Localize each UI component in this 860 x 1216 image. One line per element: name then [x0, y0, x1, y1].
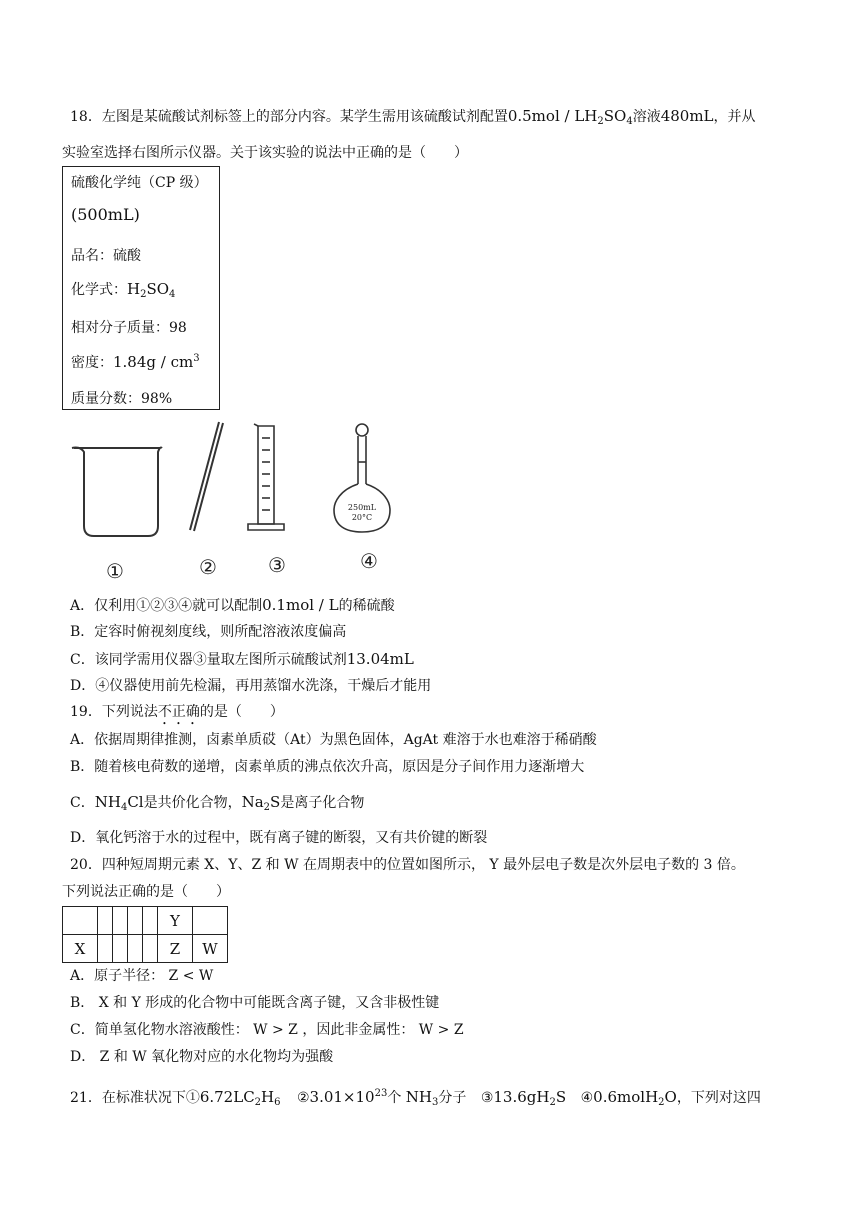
flask-temp-text: 20°C	[351, 513, 373, 522]
q18-option-b: B．定容时俯视刻度线，则所配溶液浓度偏高	[70, 624, 347, 640]
q20-stem-line2: 下列说法正确的是（ ）	[62, 884, 230, 900]
periodic-cell	[193, 907, 228, 935]
periodic-cell	[128, 907, 143, 935]
label-mass-fraction: 质量分数：98%	[71, 391, 173, 407]
periodic-cell	[63, 907, 98, 935]
q18-stem-line1: 18．左图是某硫酸试剂标签上的部分内容。某学生需用该硫酸试剂配置$0.5mol / LH_2SO_4$溶液480mL，并从	[70, 107, 756, 127]
q18-option-a: A．仅利用①②③④就可以配制0.1mol / L的稀硫酸	[70, 596, 395, 614]
label-molar-mass: 相对分子质量：98	[71, 320, 187, 336]
periodic-cell	[98, 907, 113, 935]
periodic-cell	[128, 935, 143, 963]
graduated-cylinder-icon	[248, 424, 284, 530]
periodic-cell	[98, 935, 113, 963]
apparatus-number-2: ②	[199, 555, 217, 579]
q19-option-c: C．$NH_4Cl$是共价化合物，$Na_2S$是离子化合物	[70, 793, 365, 813]
q18-option-c: C．该同学需用仪器③量取左图所示硫酸试剂13.04mL	[70, 650, 414, 668]
q19-option-d: D．氧化钙溶于水的过程中，既有离子键的断裂，又有共价键的断裂	[70, 830, 488, 846]
label-name: 品名：硫酸	[71, 248, 141, 264]
q20-option-c: C．简单氢化物水溶液酸性： W > Z ，因此非金属性： W > Z	[70, 1022, 464, 1038]
q19-option-b: B．随着核电荷数的递增，卤素单质的沸点依次升高，原因是分子间作用力逐渐增大	[70, 759, 585, 775]
label-volume: (500mL)	[71, 205, 140, 224]
q18-stem-line2: 实验室选择右图所示仪器。关于该实验的说法中正确的是（ ）	[62, 145, 468, 161]
periodic-cell-w: W	[193, 935, 228, 963]
glass-rod-icon	[190, 422, 223, 531]
label-density: 密度：$1.84g / cm^3$	[71, 353, 200, 371]
periodic-row-2	[63, 935, 228, 963]
q20-option-d: D． Z 和 W 氧化物对应的水化物均为强酸	[70, 1049, 334, 1065]
apparatus-number-3: ③	[268, 553, 286, 577]
periodic-cell	[143, 935, 158, 963]
q19-option-a: A．依据周期律推测，卤素单质砹（At）为黑色固体，AgAt 难溶于水也难溶于稀硝酸	[70, 732, 597, 748]
periodic-row-1	[63, 907, 228, 935]
flask-volume-text: 250mL	[347, 503, 377, 512]
periodic-cell	[143, 907, 158, 935]
q19-stem: 19．下列说法不正确的是（ ）	[70, 704, 284, 720]
q21-stem: 21．在标准状况下$①6.72LC_2H_6$ $②3.01\times 10^{23}$个 $NH_3$分子 $③13.6gH_2S$ ④0.6molH$_2$O，下列对这四	[70, 1088, 761, 1108]
apparatus-figure	[62, 418, 402, 588]
periodic-cell-x: X	[63, 935, 98, 963]
apparatus-number-4: ④	[360, 549, 378, 573]
periodic-cell-z: Z	[158, 935, 193, 963]
q18-option-d: D．④仪器使用前先检漏，再用蒸馏水洗涤，干燥后才能用	[70, 678, 432, 694]
beaker-icon	[72, 448, 162, 537]
q20-stem: 20．四种短周期元素 X、Y、Z 和 W 在周期表中的位置如图所示， Y 最外层电子数是次外层电子数的 3 倍。	[70, 857, 745, 873]
apparatus-number-1: ①	[106, 559, 124, 583]
label-formula: 化学式：$H_2SO_4$	[71, 280, 176, 300]
periodic-cell	[113, 907, 128, 935]
reagent-label-box	[62, 166, 220, 410]
periodic-cell	[113, 935, 128, 963]
periodic-table-fragment	[62, 906, 228, 963]
q20-option-b: B． X 和 Y 形成的化合物中可能既含离子键，又含非极性键	[70, 995, 440, 1011]
q20-option-a: A．原子半径： Z < W	[70, 968, 214, 984]
periodic-cell-y: Y	[158, 907, 193, 935]
label-title: 硫酸化学纯（CP 级）	[71, 175, 208, 191]
